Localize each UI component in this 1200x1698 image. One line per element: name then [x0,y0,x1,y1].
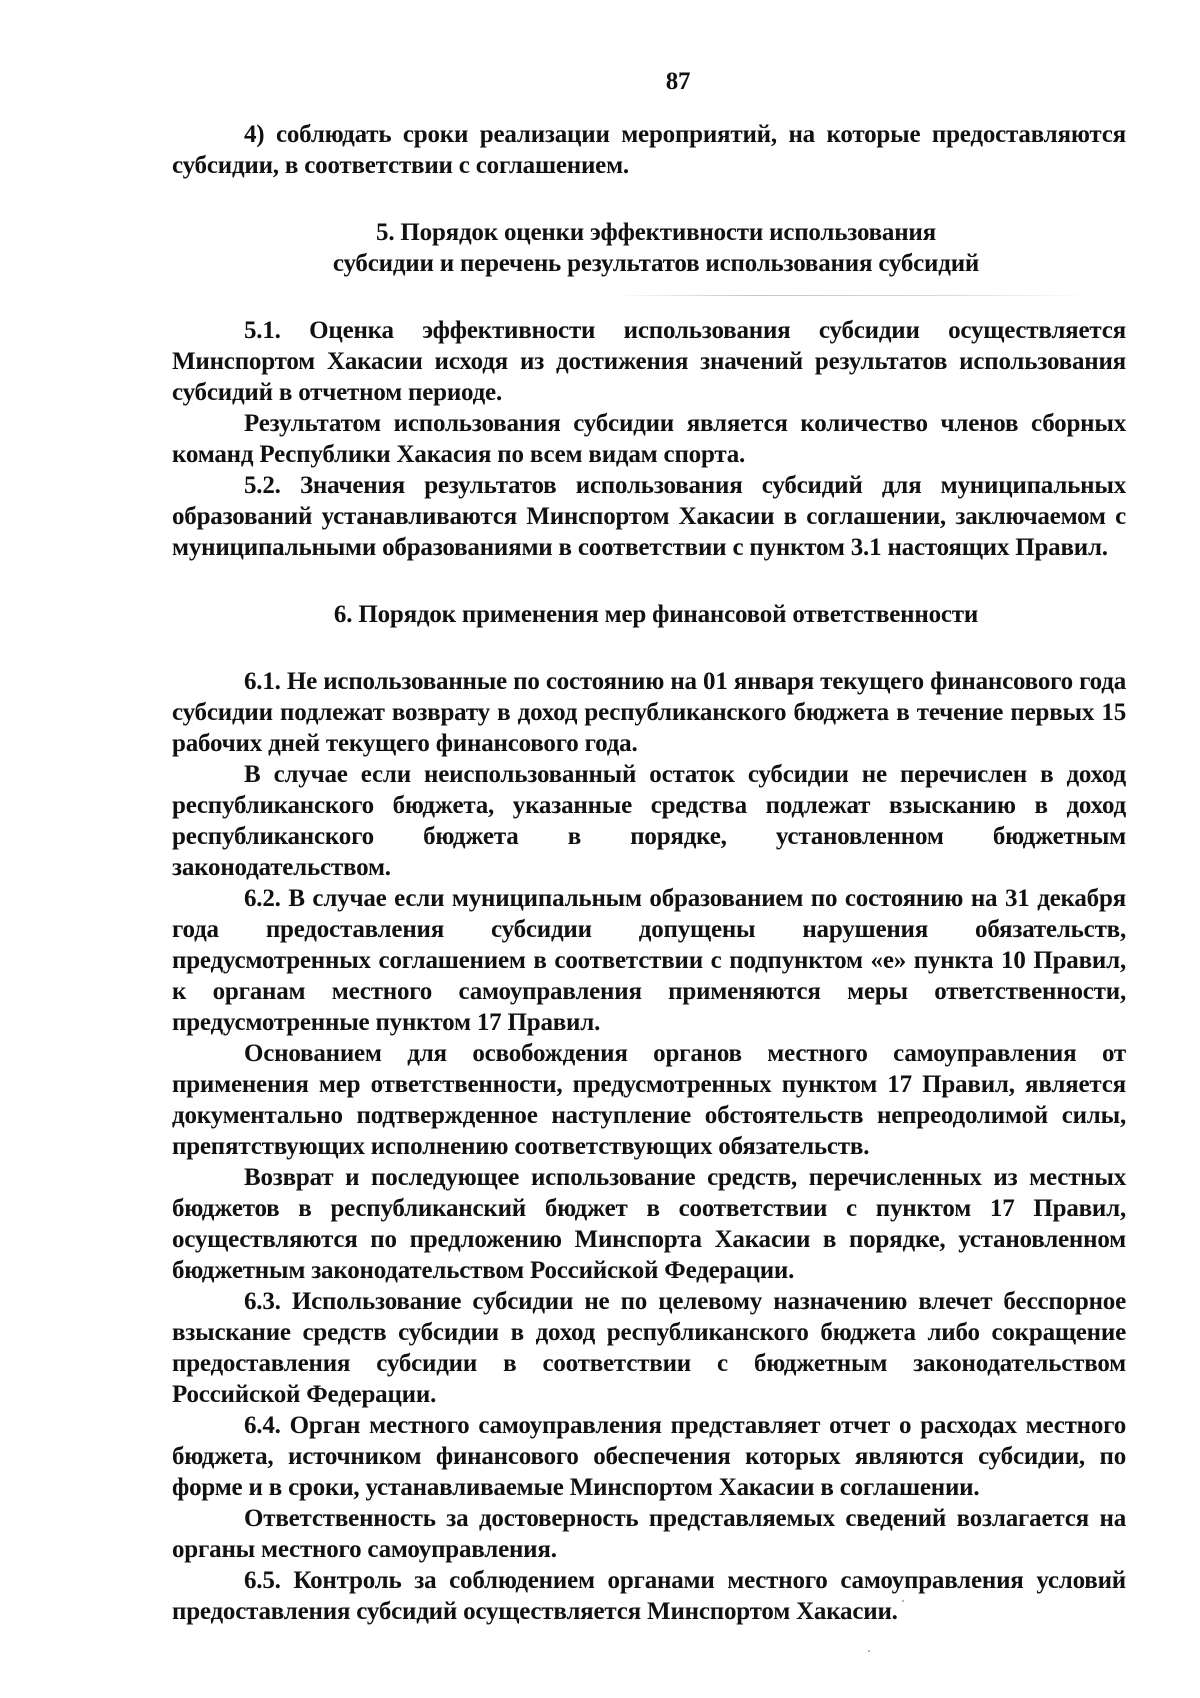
section-6-paragraph: Ответственность за достоверность представляемых сведений возлагается на органы местного самоуправления. [172,1505,1126,1563]
scan-artifact-speck [868,1650,870,1652]
section-5-heading-line-2: субсидии и перечень результатов использования субсидий [332,250,980,277]
section-6-paragraph: 6.4. Орган местного самоуправления представляет отчет о расходах местного бюджета, источником финансового обеспечения которых являются субсидии, по форме и в сроки, устанавливаемые Минспортом Хакасии в соглашении. [172,1412,1126,1501]
section-6-paragraph: 6.2. В случае если муниципальным образованием по состоянию на 31 декабря года предоставления субсидии допущены нарушения обязательств, предусмотренных соглашением в соответствии с подпунктом «е» пункта 10 Правил, к органам местного самоуправления применяются меры ответственности, предусмотренные пунктом 17 Правил. [172,885,1126,1036]
document-body [172,66,1126,1627]
section-5-heading-line-1: 5. Порядок оценки эффективности использования [376,219,936,246]
section-6-paragraph: 6.5. Контроль за соблюдением органами местного самоуправления условий предоставления субсидий осуществляется Минспортом Хакасии. [172,1567,1126,1625]
section-6-paragraph: Основанием для освобождения органов местного самоуправления от применения мер ответственности, предусмотренных пунктом 17 Правил, является документально подтвержденное наступление обстоятельств непреодолимой силы, препятствующих исполнению соответствующих обязательств. [172,1040,1126,1160]
section-6-paragraph: Возврат и последующее использование средств, перечисленных из местных бюджетов в республиканский бюджет в соответствии с пунктом 17 Правил, осуществляются по предложению Минспорта Хакасии в порядке, установленном бюджетным законодательством Российской Федерации. [172,1164,1126,1284]
section-6-paragraph: В случае если неиспользованный остаток субсидии не перечислен в доход республиканского бюджета, указанные средства подлежат взысканию в доход республиканского бюджета в порядке, установленном бюджетным законодательством. [172,761,1126,881]
page-number: 87 [665,68,691,95]
section-6-paragraph: 6.1. Не использованные по состоянию на 01 января текущего финансового года субсидии подлежат возврату в доход республиканского бюджета в течение первых 15 рабочих дней текущего финансового года. [172,668,1126,757]
section-5-paragraph: 5.2. Значения результатов использования субсидий для муниципальных образований устанавливаются Минспортом Хакасии в соглашении, заключаемом с муниципальными образованиями в соответствии с пунктом 3.1 настоящих Правил. [172,472,1126,561]
section-6-paragraph: 6.3. Использование субсидии не по целевому назначению влечет бесспорное взыскание средств субсидии в доход республиканского бюджета либо сокращение предоставления субсидии в соответствии с бюджетным законодательством Российской Федерации. [172,1288,1126,1408]
section-6-heading: 6. Порядок применения мер финансовой ответственности [333,601,979,628]
section-5-paragraph: 5.1. Оценка эффективности использования субсидии осуществляется Минспортом Хакасии исходя из достижения значений результатов использования субсидий в отчетном периоде. [172,317,1126,406]
section-5-paragraph: Результатом использования субсидии является количество членов сборных команд Республики Хакасия по всем видам спорта. [172,410,1126,468]
intro-item-paragraph: 4) соблюдать сроки реализации мероприятий, на которые предоставляются субсидии, в соответствии с соглашением. [172,121,1126,179]
